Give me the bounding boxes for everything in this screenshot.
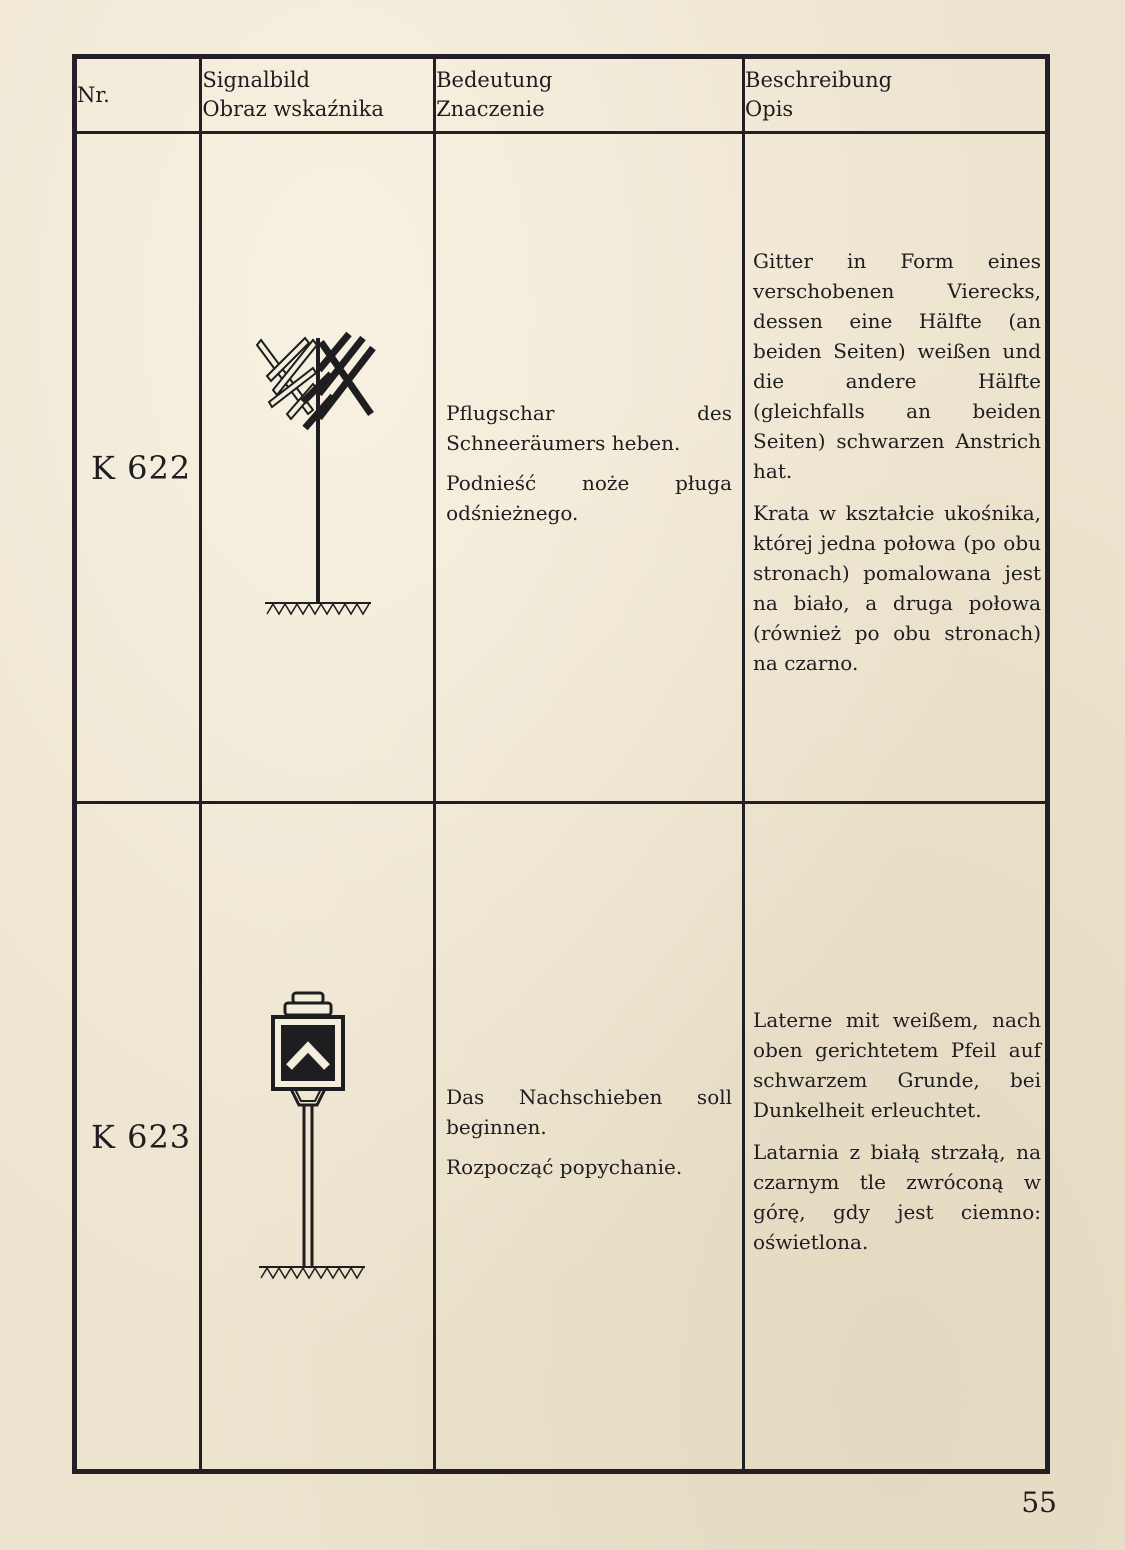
meaning-pl: Podnieść noże pługa odśnieżnego.: [446, 470, 733, 525]
table-row: [75, 133, 1048, 803]
signal-image-cell: [201, 803, 435, 1472]
lantern-up-arrow-sign-icon: [253, 987, 383, 1287]
description-pl: Krata w kształcie ukośnika, której jedna połowa (po obu stronach) pomalowana jest na biało, a druga połowa (również po obu stronach) na czarno.: [753, 500, 1041, 675]
header-signal-pl: Obraz wskaźnika: [202, 97, 384, 121]
description-de: Gitter in Form eines verschobenen Vierecks, dessen eine Hälfte (an beiden Seiten) weißen und die andere Hälfte (gleichfalls an beiden Seiten) schwarzen Anstrich hat.: [753, 248, 1041, 483]
header-signal-de: Signalbild: [202, 68, 310, 92]
row-nr-cell: [75, 803, 201, 1472]
signal-image-cell: [201, 133, 435, 803]
header-nr-label: Nr.: [77, 82, 110, 107]
signal-table: [72, 54, 1050, 1474]
page-number: 55: [1021, 1486, 1057, 1519]
header-signal: [201, 57, 435, 133]
meaning-cell: [435, 803, 744, 1472]
header-meaning-de: Bedeutung: [436, 68, 553, 92]
meaning-cell: [435, 133, 744, 803]
header-desc-de: Beschreibung: [745, 68, 893, 92]
header-meaning: [435, 57, 744, 133]
header-meaning-pl: Znaczenie: [436, 97, 545, 121]
header-desc-pl: Opis: [745, 97, 794, 121]
description-cell: [744, 133, 1048, 803]
table-header-row: [75, 57, 1048, 133]
signal-number: K 622: [91, 448, 192, 487]
header-description: [744, 57, 1048, 133]
meaning-de: Pflugschar des Schneeräumers heben.: [446, 400, 733, 455]
description-cell: [744, 803, 1048, 1472]
row-nr-cell: [75, 133, 201, 803]
meaning-de: Das Nachschieben soll beginnen.: [446, 1084, 733, 1139]
meaning-pl: Rozpocząć popychanie.: [446, 1154, 683, 1179]
header-nr: [75, 57, 201, 133]
description-de: Laterne mit weißem, nach oben gerichtetem Pfeil auf schwarzem Grunde, bei Dunkelheit erleuchtet.: [753, 1007, 1041, 1122]
signal-number: K 623: [91, 1117, 192, 1156]
description-pl: Latarnia z białą strzałą, na czarnym tle zwróconą w górę, gdy jest ciemno: oświetlona.: [753, 1139, 1041, 1254]
snowplow-lattice-sign-icon: [253, 318, 383, 618]
table-row: [75, 803, 1048, 1472]
